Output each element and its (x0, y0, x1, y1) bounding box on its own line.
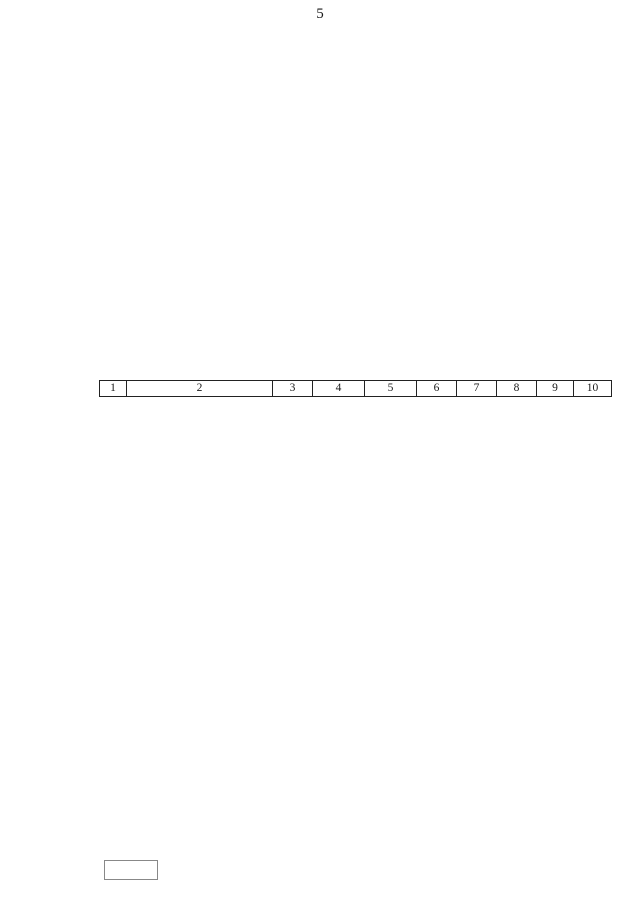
column-number: 6 (417, 381, 457, 397)
page-number: 5 (316, 6, 324, 22)
table-header-row (100, 381, 612, 397)
column-number: 10 (574, 381, 612, 397)
column-number: 5 (365, 381, 417, 397)
column-number: 1 (100, 381, 127, 397)
column-number: 4 (313, 381, 365, 397)
column-number: 9 (537, 381, 574, 397)
registry-logo-icon (104, 860, 158, 880)
column-number: 3 (273, 381, 313, 397)
column-number: 2 (127, 381, 273, 397)
column-number: 7 (457, 381, 497, 397)
column-number: 8 (497, 381, 537, 397)
indicator-table (99, 380, 612, 397)
